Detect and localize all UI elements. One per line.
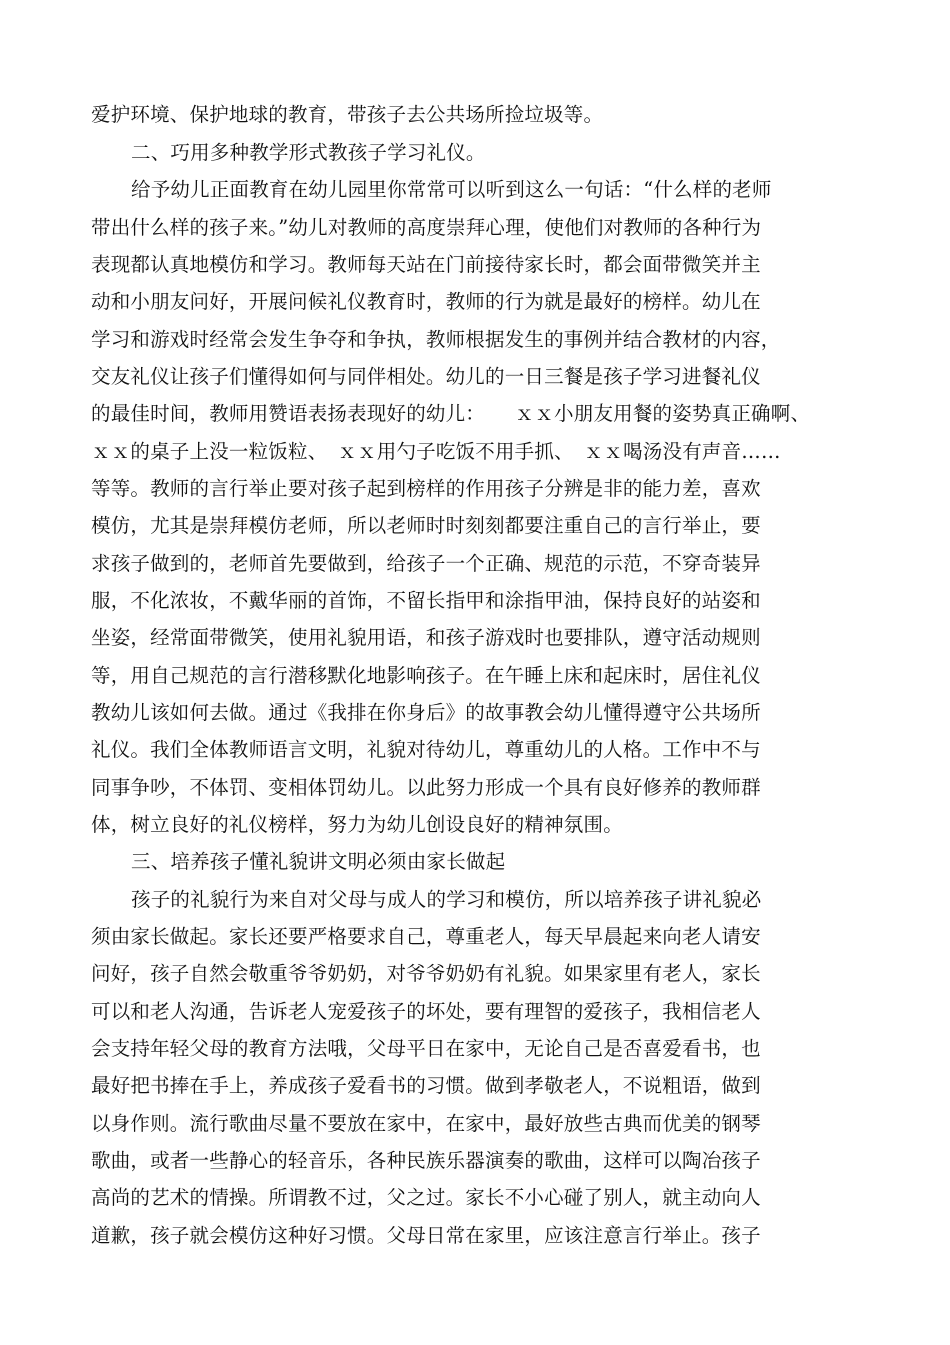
text-line: 问好，孩子自然会敬重爷爷奶奶，对爷爷奶奶有礼貌。如果家里有老人，家长 bbox=[91, 962, 761, 985]
text-line: 会支持年轻父母的教育方法哦，父母平日在家中，无论自己是否喜爱看书，也 bbox=[91, 1037, 761, 1060]
text-line: 等，用自己规范的言行潜移默化地影响孩子。在午睡上床和起床时，居住礼仪 bbox=[91, 664, 761, 687]
text-line: 动和小朋友问好，开展问候礼仪教育时，教师的行为就是最好的榜样。幼儿在 bbox=[91, 290, 761, 313]
text-line: 歌曲，或者一些静心的轻音乐，各种民族乐器演奏的歌曲，这样可以陶冶孩子 bbox=[91, 1149, 761, 1172]
section-heading: 三、培养孩子懂礼貌讲文明必须由家长做起 bbox=[131, 850, 506, 873]
text-line: 学习和游戏时经常会发生争夺和争执，教师根据发生的事例并结合教材的内容， bbox=[91, 328, 781, 351]
text-line: 爱护环境、保护地球的教育，带孩子去公共场所捡垃圾等。 bbox=[91, 103, 604, 126]
text-line: ｘｘ的桌子上没一粒饭粒、 ｘｘ用勺子吃饭不用手抓、 ｘｘ喝汤没有声音…… bbox=[91, 440, 781, 463]
text-line: 给予幼儿正面教育在幼儿园里你常常可以听到这么一句话：“什么样的老师 bbox=[131, 178, 772, 201]
text-line: 礼仪。我们全体教师语言文明，礼貌对待幼儿，尊重幼儿的人格。工作中不与 bbox=[91, 738, 761, 761]
text-line: 的最佳时间，教师用赞语表扬表现好的幼儿： ｘｘ小朋友用餐的姿势真正确啊、 bbox=[91, 402, 811, 425]
text-line: 坐姿，经常面带微笑，使用礼貌用语，和孩子游戏时也要排队，遵守活动规则 bbox=[91, 626, 761, 649]
text-line: 以身作则。流行歌曲尽量不要放在家中，在家中，最好放些古典而优美的钢琴 bbox=[91, 1112, 761, 1135]
text-line: 带出什么样的孩子来。”幼儿对教师的高度崇拜心理，使他们对教师的各种行为 bbox=[91, 216, 762, 239]
text-line: 可以和老人沟通，告诉老人宠爱孩子的坏处，要有理智的爱孩子，我相信老人 bbox=[91, 1000, 761, 1023]
text-line: 交友礼仪让孩子们懂得如何与同伴相处。幼儿的一日三餐是孩子学习进餐礼仪 bbox=[91, 365, 761, 388]
text-line: 表现都认真地模仿和学习。教师每天站在门前接待家长时，都会面带微笑并主 bbox=[91, 253, 761, 276]
text-line: 教幼儿该如何去做。通过《我排在你身后》的故事教会幼儿懂得遵守公共场所 bbox=[91, 701, 761, 724]
text-line: 须由家长做起。家长还要严格要求自己，尊重老人，每天早晨起来向老人请安 bbox=[91, 925, 761, 948]
text-line: 模仿，尤其是崇拜模仿老师，所以老师时时刻刻都要注重自己的言行举止，要 bbox=[91, 514, 761, 537]
text-line: 孩子的礼貌行为来自对父母与成人的学习和模仿，所以培养孩子讲礼貌必 bbox=[131, 888, 762, 911]
section-heading: 二、巧用多种教学形式教孩子学习礼仪。 bbox=[131, 141, 486, 164]
text-line: 服，不化浓妆，不戴华丽的首饰，不留长指甲和涂指甲油，保持良好的站姿和 bbox=[91, 589, 761, 612]
text-line: 求孩子做到的，老师首先要做到，给孩子一个正确、规范的示范，不穿奇装异 bbox=[91, 552, 761, 575]
text-line: 高尚的艺术的情操。所谓教不过，父之过。家长不小心碰了别人，就主动向人 bbox=[91, 1186, 761, 1209]
text-line: 道歉，孩子就会模仿这种好习惯。父母日常在家里，应该注意言行举止。孩子 bbox=[91, 1224, 761, 1247]
text-line: 等等。教师的言行举止要对孩子起到榜样的作用孩子分辨是非的能力差，喜欢 bbox=[91, 477, 761, 500]
text-line: 最好把书捧在手上，养成孩子爱看书的习惯。做到孝敬老人，不说粗语，做到 bbox=[91, 1074, 761, 1097]
text-line: 体，树立良好的礼仪榜样，努力为幼儿创设良好的精神氛围。 bbox=[91, 813, 623, 836]
text-line: 同事争吵，不体罚、变相体罚幼儿。以此努力形成一个具有良好修养的教师群 bbox=[91, 776, 761, 799]
